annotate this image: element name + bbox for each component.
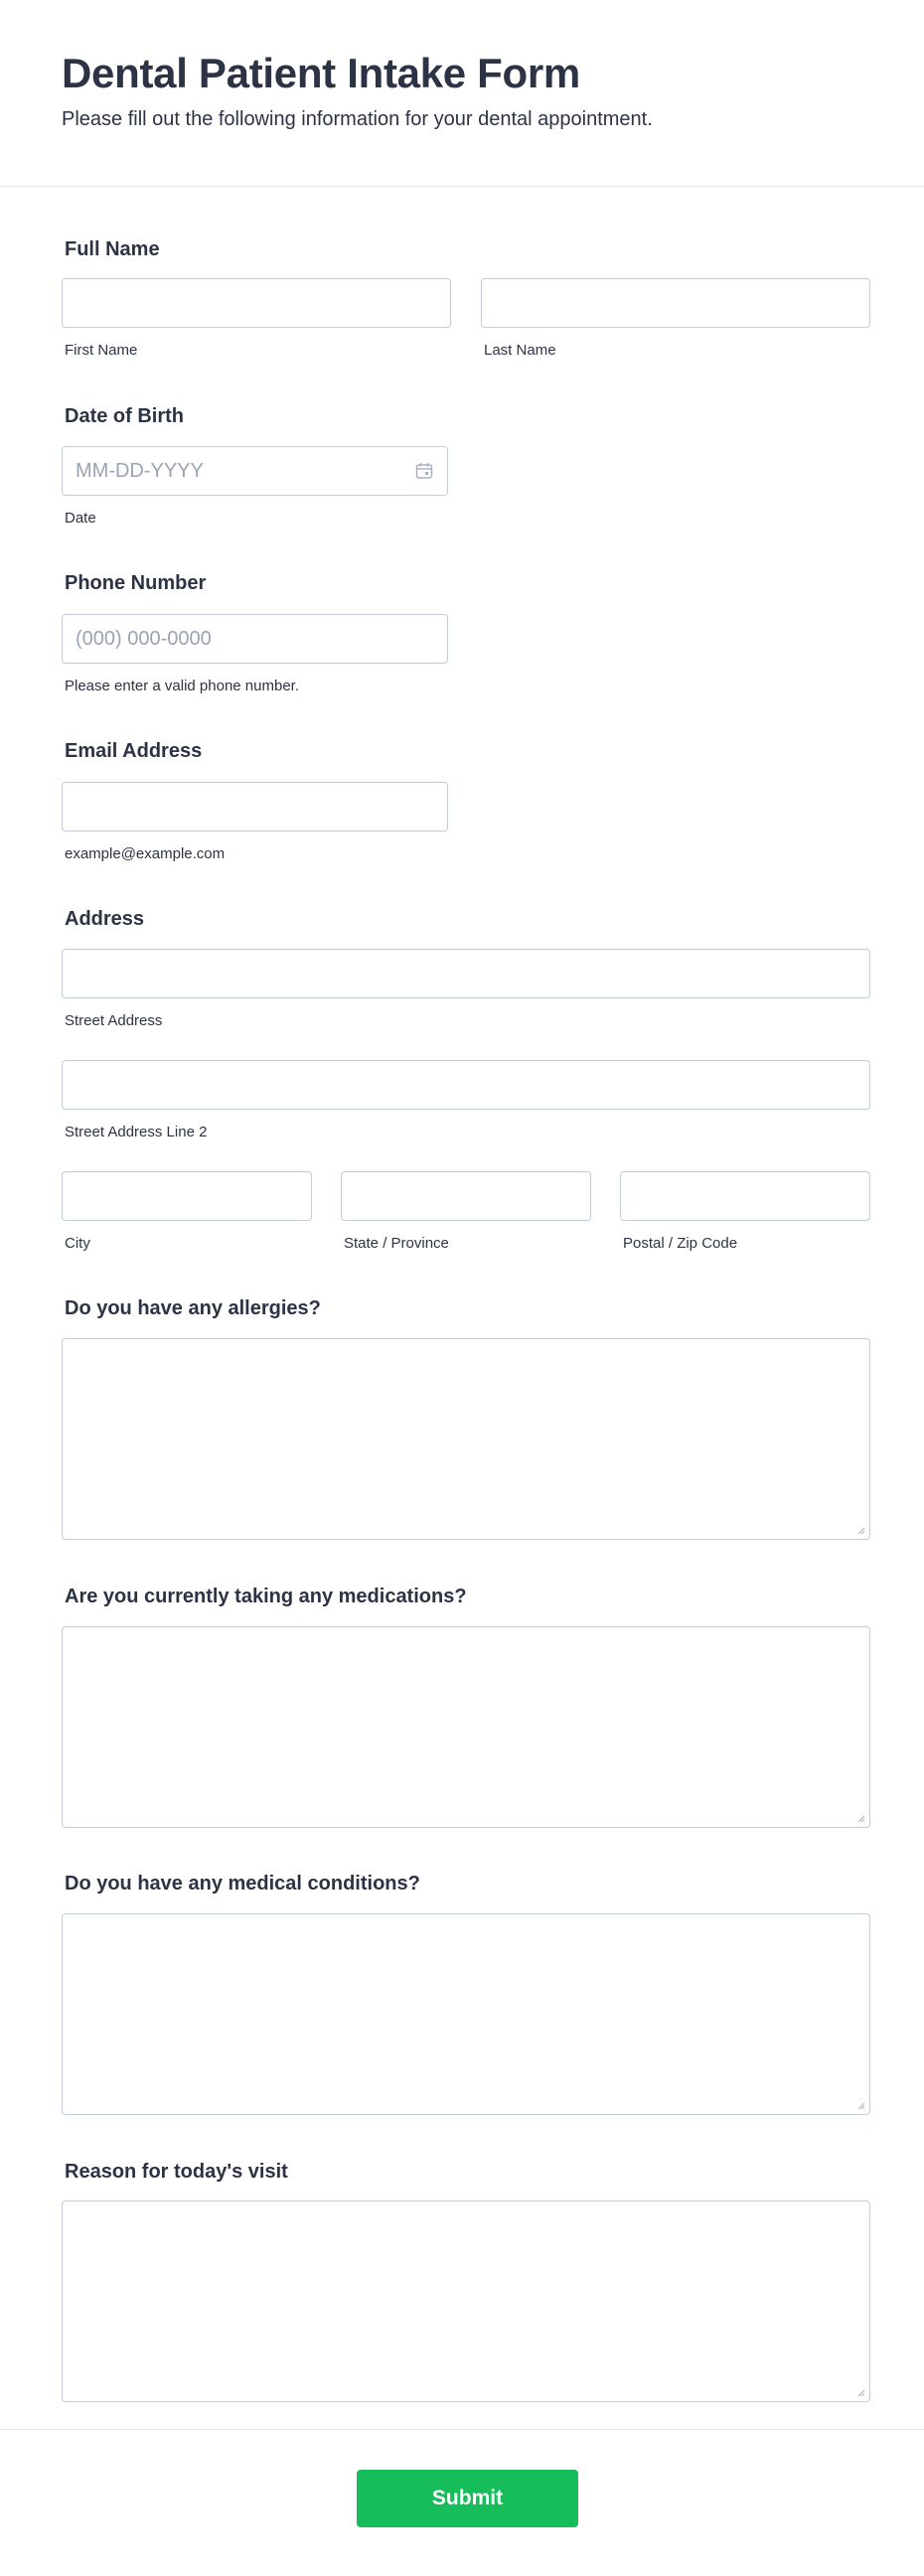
- phone-sublabel: Please enter a valid phone number.: [65, 678, 299, 694]
- page-title: Dental Patient Intake Form: [62, 50, 580, 96]
- resize-handle-icon[interactable]: [855, 2100, 865, 2110]
- reason-label: Reason for today's visit: [65, 2161, 288, 2183]
- address-label: Address: [65, 908, 145, 930]
- allergies-textarea[interactable]: [62, 1338, 870, 1540]
- conditions-textarea[interactable]: [62, 1913, 870, 2115]
- allergies-label: Do you have any allergies?: [65, 1297, 321, 1319]
- phone-placeholder: (000) 000-0000: [76, 628, 212, 650]
- dob-label: Date of Birth: [65, 405, 184, 427]
- first-name-sublabel: First Name: [65, 342, 138, 359]
- reason-textarea[interactable]: [62, 2200, 870, 2402]
- zip-sublabel: Postal / Zip Code: [623, 1235, 738, 1252]
- street-address-line2-sublabel: Street Address Line 2: [65, 1124, 208, 1140]
- zip-input[interactable]: [620, 1171, 870, 1221]
- dob-sublabel: Date: [65, 510, 96, 527]
- form-header: [0, 0, 924, 187]
- street-address-line2-input[interactable]: [62, 1060, 870, 1110]
- city-sublabel: City: [65, 1235, 90, 1252]
- street-address-sublabel: Street Address: [65, 1012, 163, 1029]
- email-input[interactable]: [62, 782, 448, 832]
- street-address-input[interactable]: [62, 949, 870, 998]
- state-sublabel: State / Province: [344, 1235, 449, 1252]
- city-input[interactable]: [62, 1171, 312, 1221]
- last-name-sublabel: Last Name: [484, 342, 556, 359]
- submit-button[interactable]: Submit: [357, 2470, 578, 2527]
- page-subtitle: Please fill out the following information for your dental appointment.: [62, 108, 653, 130]
- email-sublabel: example@example.com: [65, 845, 226, 862]
- state-input[interactable]: [341, 1171, 591, 1221]
- dob-placeholder: MM-DD-YYYY: [76, 460, 204, 482]
- phone-label: Phone Number: [65, 572, 207, 594]
- phone-input[interactable]: [62, 614, 448, 664]
- first-name-input[interactable]: [62, 278, 451, 328]
- resize-handle-icon[interactable]: [855, 1813, 865, 1823]
- resize-handle-icon[interactable]: [855, 1525, 865, 1535]
- resize-handle-icon[interactable]: [855, 2387, 865, 2397]
- email-label: Email Address: [65, 740, 203, 762]
- last-name-input[interactable]: [481, 278, 870, 328]
- conditions-label: Do you have any medical conditions?: [65, 1873, 420, 1894]
- dob-input[interactable]: [62, 446, 448, 496]
- medications-textarea[interactable]: [62, 1626, 870, 1828]
- medications-label: Are you currently taking any medications?: [65, 1586, 467, 1607]
- calendar-icon[interactable]: [415, 462, 433, 480]
- full-name-label: Full Name: [65, 238, 160, 260]
